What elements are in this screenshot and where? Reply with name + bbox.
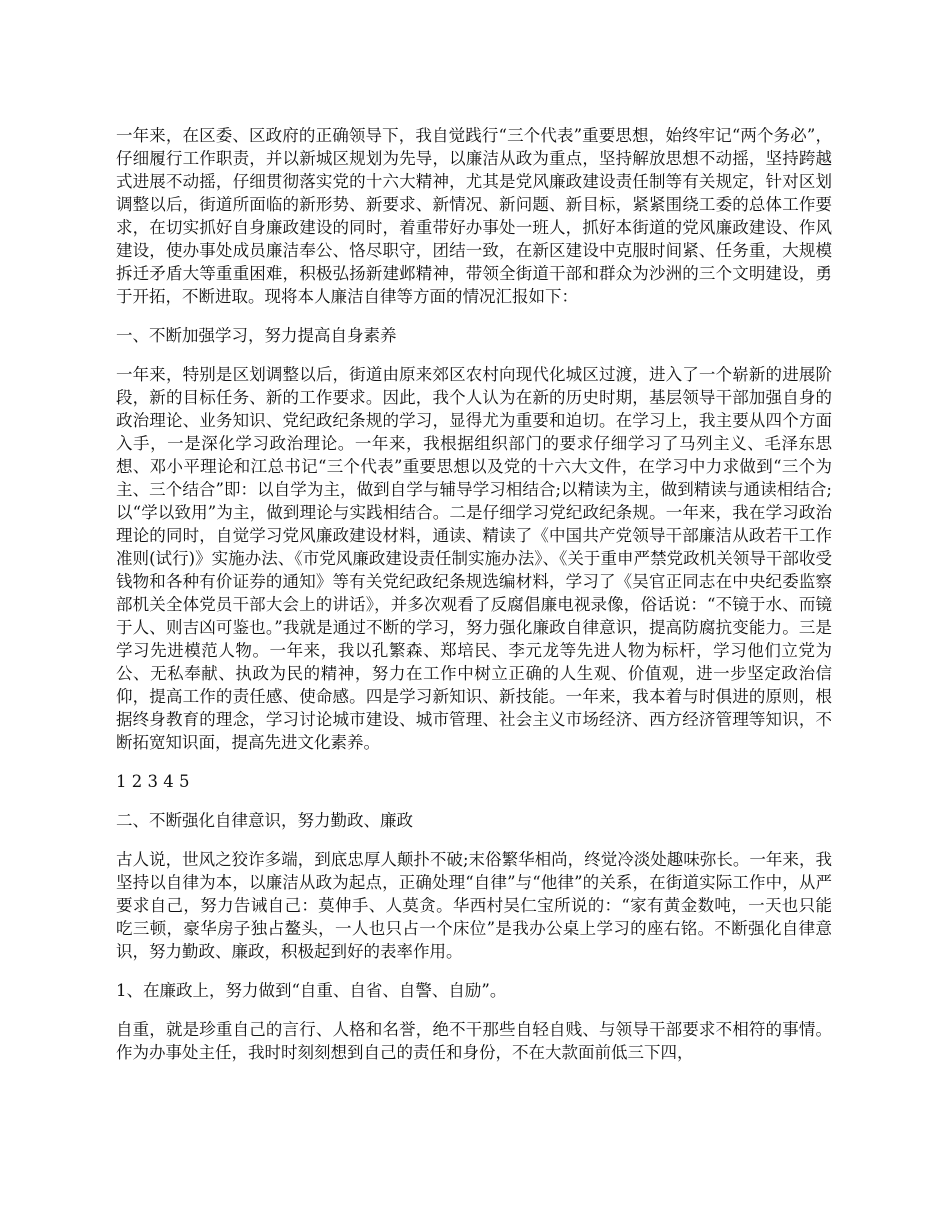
page-number-list: 1 2 3 4 5: [116, 772, 190, 791]
intro-paragraph: 一年来，在区委、区政府的正确领导下，我自觉践行“三个代表”重要思想，始终牢记“两个务必”，仔细履行工作职责，并以新城区规划为先导，以廉洁从政为重点，坚持解放思想不动摇，坚持跨越式进展不动摇，仔细贯彻落实党的十六大精神，尤其是党风廉政建设责任制等有关规定，针对区划调整以后，街道所面临的新形势、新要求、新情况、新问题、新目标，紧紧围绕工委的总体工作要求，在切实抓好自身廉政建设的同时，着重带好办事处一班人，抓好本街道的党风廉政建设、作风建设，使办事处成员廉洁奉公、恪尽职守，团结一致，在新区建设中克服时间紧、任务重，大规模拆迁矛盾大等重重困难，积极弘扬新建邺精神，带领全街道干部和群众为沙洲的三个文明建设，勇于开拓，不断进取。现将本人廉洁自律等方面的情况汇报如下：: [116, 126, 832, 306]
section-heading-1: 一、不断加强学习，努力提高自身素养: [116, 326, 397, 345]
subsection-heading-1: 1、在廉政上，努力做到“自重、自省、自警、自励”。: [116, 981, 507, 1000]
section-heading-2: 二、不断强化自律意识，努力勤政、廉政: [116, 811, 413, 830]
document-body: [116, 124, 832, 1080]
subsection-1-paragraph: 自重，就是珍重自己的言行、人格和名誉，绝不干那些自轻自贱、与领导干部要求不相符的事情。作为办事处主任，我时时刻刻想到自己的责任和身份，不在大款面前低三下四，: [116, 1020, 832, 1062]
section-1-paragraph: 一年来，特别是区划调整以后，街道由原来郊区农村向现代化城区过渡，进入了一个崭新的进展阶段，新的目标任务、新的工作要求。因此，我个人认为在新的历史时期，基层领导干部加强自身的政治理论、业务知识、党纪政纪条规的学习，显得尤为重要和迫切。在学习上，我主要从四个方面入手，一是深化学习政治理论。一年来，我根据组织部门的要求仔细学习了马列主义、毛泽东思想、邓小平理论和江总书记“三个代表”重要思想以及党的十六大文件，在学习中力求做到“三个为主、三个结合”即：以自学为主，做到自学与辅导学习相结合;以精读为主，做到精读与通读相结合;以“学以致用”为主，做到理论与实践相结合。二是仔细学习党纪政纪条规。一年来，我在学习政治理论的同时，自觉学习党风廉政建设材料，通读、精读了《中国共产党领导干部廉洁从政若干工作准则(试行)》实施办法、《市党风廉政建设责任制实施办法》、《关于重申严禁党政机关领导干部收受钱物和各种有价证券的通知》等有关党纪政纪条规选编材料，学习了《吴官正同志在中央纪委监察部机关全体党员干部大会上的讲话》，并多次观看了反腐倡廉电视录像，俗话说：“不镜于水、而镜于人、则吉凶可鉴也。”我就是通过不断的学习，努力强化廉政自律意识，提高防腐抗变能力。三是学习先进模范人物。一年来，我以孔繁森、郑培民、李元龙等先进人物为标杆，学习他们立党为公、无私奉献、执政为民的精神，努力在工作中树立正确的人生观、价值观，进一步坚定政治信仰，提高工作的责任感、使命感。四是学习新知识、新技能。一年来，我本着与时俱进的原则，根据终身教育的理念，学习讨论城市建设、城市管理、社会主义市场经济、西方经济管理等知识，不断拓宽知识面，提高先进文化素养。: [116, 365, 832, 752]
section-2-paragraph: 古人说，世风之狡诈多端，到底忠厚人颠扑不破;末俗繁华相尚，终觉冷淡处趣味弥长。一年来，我坚持以自律为本，以廉洁从政为起点，正确处理“自律”与“他律”的关系，在街道实际工作中，从严要求自己，努力告诫自己：莫伸手、人莫贪。华西村吴仁宝所说的：“家有黄金数吨，一天也只能吃三顿，豪华房子独占鳌头，一人也只占一个床位”是我办公桌上学习的座右铭。不断强化自律意识，努力勤政、廉政，积极起到好的表率作用。: [116, 850, 832, 961]
